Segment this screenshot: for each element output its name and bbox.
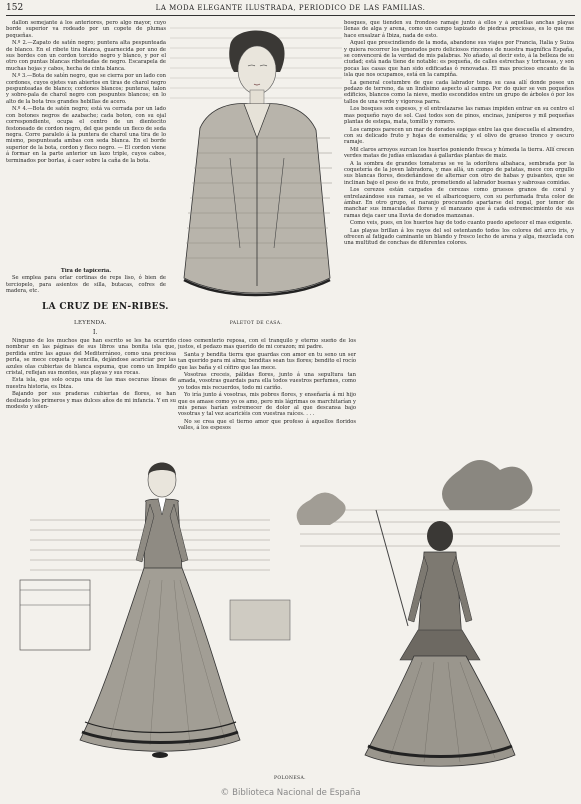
paragraph: dallon semejante á los anteriores, pero algo mayor, cuyo borde superior va rodeado por un copete de plumas pequeñas. (6, 20, 166, 39)
paragraph: Los cerezos están cargados de cerezas como gruesos granos de coral y entrelazándose sus ramas, se ve el albaricoquero, con su perfumada fruta color de ámbar. En otro grupo, el naranjo procurando apartarse del nogal, por temor de manchar sus inmaculadas flores y el manzano que á cada estremecimiento de sus ramas deja caer una lluvia de dorados manzanas. (344, 187, 574, 219)
paletot-illustration (170, 18, 342, 318)
skirt-front (80, 568, 240, 751)
paragraph: Bajando por sus praderas cubiertas de flores, se han deslizado los primeros y mas dulces años de mi infancia. Y en su modesto y silen- (6, 391, 176, 411)
stone-wall (230, 600, 290, 640)
trees-right (442, 460, 533, 510)
right-column (344, 20, 574, 498)
face (238, 46, 276, 94)
footer-credit (0, 788, 581, 798)
paragraph: bosques, que tienden su frondoso ramaje junto á ellos y á aquellas anchas playas llenas de alga y arena, como un campo tapizado de piedras preciosas, es lo que me hace ensalzar á Ibiza, nada de esto. (344, 20, 574, 39)
paragraph: Como veis, pues, en los huertos hay de todo cuanto puedo apetecer el mas exigente. (350, 220, 573, 227)
paragraph: Esta isla, que solo ocupa una de las mas oscuras líneas de nuestra historia, es Ibiza. (6, 377, 176, 390)
paragraph: Santa y bendita tierra que guardas con amor en tu seno un ser tan querido para mi alma; benditas sean tus flores; bendito el rocío que las baña y el céfiro que las mece. (178, 351, 356, 371)
trees-right-2 (297, 493, 346, 526)
left-column-top (6, 20, 166, 270)
paragraph: Mil claros arroyos surcan los huertos poniendo fresca y húmeda la tierra. Allí crecen verdes matas de judías enlazadas á gallardas plantas de maiz. (344, 146, 574, 160)
paragraph: A la sombra de grandes tomateras se ve la odorífera albahaca, sembrada por la coquetería de la joven labradora, y mas allá, un campo de patatas, mece con orgullo sus blancas flores, desdeñándose de alternar con otro de habas y guisantes, que se inclinan bajo el peso de su fruto, prometiendo al labrador buenas y sabrosas comidas. (344, 160, 574, 186)
paragraph: N.º 3.—Bota de satén negro, que se cierra por un lado con cordones, cuyos ojetes van abiertos en tiras de charol negro pespunteadas de blanco; cordones blancos; punteras, talon y sobre-pala de charol negro con pespuntes blancos; en lo alto de la bota tres grandes hebillas de acero. (6, 73, 166, 105)
paragraph: Los campos parecen un mar de dorados espigas entre las que descuella el almendro, con su delicado fruto y hojas de esmeralda; y el olivo de grueso tronco y oscuro ramaje. (344, 126, 574, 146)
page-number: 152 (6, 3, 24, 13)
tira-title: Tira de tapicería. (60, 268, 112, 274)
paragraph: Vosotras creceis, pálidas flores, junto á una sepultura tan amada, vosotras guardais para ella todos vuestros perfumes, como yo todos mis recuerdos, todo mi cariño. (178, 372, 356, 391)
woman-front (80, 463, 240, 759)
woman-back (365, 510, 515, 766)
paragraph: Las playas brillan á los rayos del sol ostentando todos los colores del arco iris, y ofrecen al fatigado caminante un blando y fresco lecho de arena y alga, mezclada con una multitud de conchas de diferentes colores. (344, 227, 574, 247)
paragraph: Yo iría junto á vosotras, mis pobres flores, y enseñaría á mi hijo que os amase como yo os amo, pero mis lágrimas os marchitarían y mis penas harían estremecer de dolor al que descansa bajo vosotras y tal vez acariciéis con vuestras raíces. . . . (178, 392, 356, 418)
paragraph: Ninguno de los muchos que han escrito se les ha ocurrido nombrar en las páginas de sus libros una bonita isla que, perdida entre las aguas del Mediterráneo, como una preciosa perla, se mece coqueta y sencilla, dejándose acariciar por las azules olas cubiertas de blanca espuma, que como un limpido cristal, reflejan sus montes, sus playas y sus rocas. (6, 338, 176, 377)
skirt-back (365, 656, 515, 766)
part-numeral: I. (93, 329, 98, 336)
running-head: LA MODA ELEGANTE ILUSTRADA, PERIODICO DE LAS FAMILIAS. (155, 4, 426, 12)
paragraph: Aquel que prescindiendo de la moda, abandone sus viajes por Francia, Italia y Suiza y quiera recorrer los ignorados pero deliciosos rincones de nuestra magnífica España, se convencerá de la verdad de mis palabras. No añado, al decir esto, á la belleza de su ciudad; está nada tiene de notable: es pequeña, de calles estrechas y tortuosas, y son pocas las casas que han sido edificadas ó renovadas. El mas precioso encanto de la isla que nos ocupamos, está en la campiña. (344, 40, 574, 79)
caption-polonesa: POLONESA. (274, 776, 306, 781)
copyright-icon: © (220, 788, 230, 798)
paragraph: N.º 4.—Bota de satén negro; está va cerrada por un lado con botones negros de azabache; cada boton, con su ojal correspondiente, ocupa el centro de un dientecito festoneado de cordon negro, del que pende un fleco de seda negra. Corre paralelo á la puntera de charol una tira de lo mismo, pespunteada ambas con seda blanca. En el borde superior de la bota, cordon y fleco negro. — El cordon viene á formar en la parte anterior un lazo triple, cuyos cabos, terminados por borlas, á caer sobre la caña de la bota. (6, 106, 166, 164)
parasol-stick (376, 510, 408, 626)
paragraph: cioso cementerio reposa, con el tranquilo y eterno sueño de los justos, el pedazo mas querido de mi corazon; mi padre. (178, 338, 356, 351)
caption-paletot: PALETOT DE CASA. (229, 321, 283, 326)
paragraph: Los bosques son espesos, y el entrelazarse las ramas impiden entrar en su centro el mas pequeño rayo de sol. Casi todos son de pinos, encinas, juníperos y mil pequeñas plantas de estepa, mata, tomillo y romero. (344, 106, 574, 126)
tira-text: Se emplea para orlar cortinas de reps liso, ó bien de terciopelo, para asientos de silla, butacas, cofres de madera, etc. (6, 275, 166, 295)
header-rule (6, 15, 575, 16)
footer-text: Biblioteca Nacional de España (232, 788, 361, 798)
fence (20, 580, 90, 650)
tira-block (6, 268, 166, 300)
polonesa-illustration (10, 440, 572, 780)
section-title: LA CRUZ DE EN-RIBES. (42, 302, 169, 312)
paragraph: N.º 2.—Zapato de satén negro; puntera alta pespunteada de blanco. En el ribete tira blanca, guarnecida por uno de sus bordes con un cordon torcido negro y blanco, y por el otro con puntas blancas ribeteadas de negro. Escarapela de muchas hojas y cabos, hecha de cinta blanca. (6, 40, 166, 72)
paragraph: La general costumbre de que cada labrador tenga su casa allí donde posee un pedazo de terreno, da un lindísimo aspecto al campo. Por do quier se ven pequeños edificios, blancos como la nieve, medio escondidos entre un grupo de árboles ó por los tallos de una verde y vigorosa parra. (344, 79, 574, 105)
legend-subtitle: LEYENDA. (74, 320, 107, 326)
paragraph: No se crea que el tierno amor que profeso á aquellos floridos valles, á los espesos (178, 418, 356, 432)
